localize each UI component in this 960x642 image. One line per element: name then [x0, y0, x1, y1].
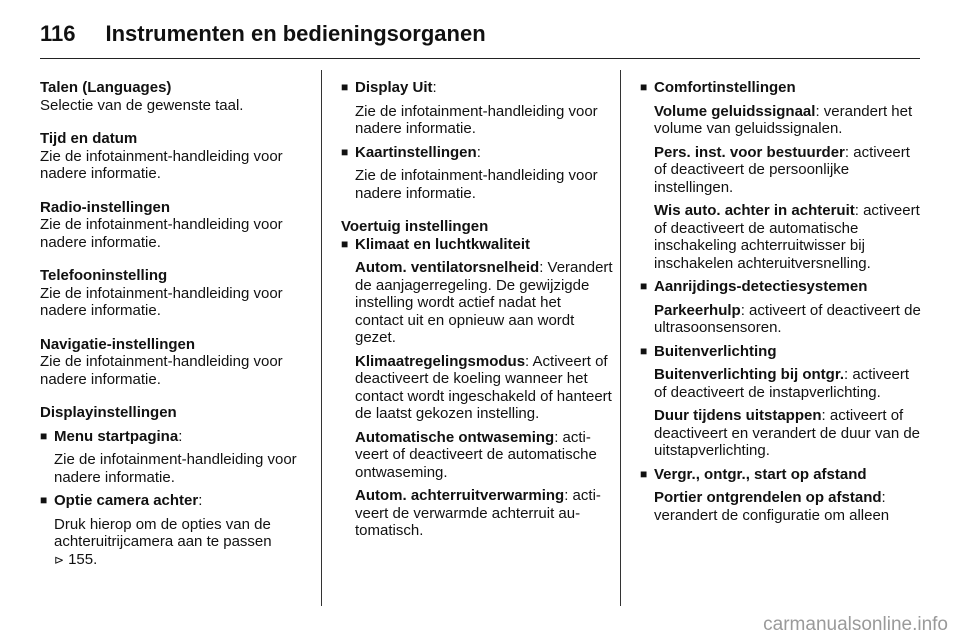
bullet-square-icon: ■ — [40, 493, 48, 507]
item-text: Klimaatregelingsmodus: Activeert of deactiveert de koeling wanneer het contact wordt ingeschakeld of hanteert de laatst gekozen instelling. — [355, 352, 612, 422]
bullet-square-icon: ■ — [640, 279, 648, 293]
section-display — [40, 404, 312, 569]
section-heading: Navigatie-instellingen — [40, 335, 196, 353]
item-text: Pers. inst. voor bestuurder: activeert of deactiveert de persoonlijke instellingen. — [654, 143, 910, 196]
column-2 — [341, 79, 613, 540]
section-navigation — [40, 336, 312, 389]
item-text: Portier ontgrendelen op afstand: verandert de configuratie om alleen — [654, 489, 890, 524]
list-item — [640, 466, 922, 484]
bullet-square-icon: ■ — [341, 144, 349, 159]
item-text: Parkeerhulp: activeert of deactiveert de ultrasoonsensoren. — [654, 301, 921, 336]
item-text: Autom. ventilatorsnelheid: Verandert de aanjagerregeling. De gewijzigde instelling wordt actief nadat het contact uit en opnieuw aan wordt gezet. — [355, 259, 613, 346]
item-text: Zie de infotainment-handleiding voor nadere informatie. — [355, 167, 598, 202]
page-reference-icon: ⊳ — [54, 552, 65, 567]
item-title: Vergr., ontgr., start op afstand — [654, 465, 867, 483]
list-item — [640, 343, 922, 361]
section-phone — [40, 267, 312, 320]
column-divider-1 — [321, 70, 322, 606]
column-1 — [40, 79, 312, 585]
section-radio — [40, 199, 312, 252]
item-text: Druk hierop om de opties van de achteruitrijcamera aan te passen ⊳ 155. — [54, 515, 272, 568]
item-text: Wis auto. achter in achteruit: activeert of deactiveert de automatische inschakeling achterruitwisser bij inschakelen achteruitversnelling. — [654, 202, 920, 272]
list-item: ■ Display Uit: — [341, 79, 437, 96]
item-title: Menu startpagina — [54, 427, 179, 445]
site-watermark: carmanualsonline.info — [763, 614, 948, 635]
section-text: Zie de infotainment-handleiding voor nadere informatie. — [40, 147, 283, 182]
section-heading: Displayinstellingen — [40, 404, 177, 421]
item-text: Zie de infotainment-handleiding voor nadere informatie. — [54, 451, 297, 486]
item-title: Aanrijdings-detectiesystemen — [654, 278, 868, 295]
item-text: Zie de infotainment-handleiding voor nadere informatie. — [355, 102, 598, 137]
item-title: Buitenverlichting — [654, 342, 777, 360]
bullet-square-icon: ■ — [341, 236, 349, 251]
page-header — [40, 14, 486, 54]
column-3 — [640, 79, 922, 524]
section-time-date — [40, 130, 312, 183]
bullet-square-icon: ■ — [640, 466, 648, 481]
bullet-square-icon: ■ — [341, 80, 349, 94]
item-title: Kaartinstellingen — [355, 143, 477, 161]
section-languages — [40, 79, 312, 114]
section-text: Zie de infotainment-handleiding voor nadere informatie. — [40, 284, 283, 319]
section-heading: Telefooninstelling — [40, 267, 168, 284]
section-heading: Radio-instellingen — [40, 198, 171, 216]
bullet-square-icon: ■ — [640, 343, 648, 358]
header-divider — [40, 58, 920, 59]
page-number: 116 — [40, 21, 76, 46]
item-text: Buitenverlichting bij ontgr.: activeert of deactiveert de instapverlichting. — [654, 366, 910, 401]
column-divider-2 — [620, 70, 621, 606]
item-text: Volume geluidssignaal: verandert het volume van geluidssignalen. — [654, 102, 913, 137]
section-heading: Talen (Languages) — [40, 79, 172, 96]
section-text: Selectie van de gewenste taal. — [40, 96, 244, 114]
section-heading: Voertuig instellingen — [341, 218, 489, 235]
list-item: ■ Menu startpagina: — [40, 427, 183, 445]
section-text: Zie de infotainment-handleiding voor nadere informatie. — [40, 216, 283, 251]
section-text: Zie de infotainment-handleiding voor nadere informatie. — [40, 353, 283, 388]
list-item: ■ Kaartinstellingen: — [341, 143, 481, 161]
section-heading: Tijd en datum — [40, 130, 138, 147]
page-reference[interactable]: 155. — [68, 550, 98, 568]
list-item — [341, 236, 613, 254]
item-title: Klimaat en luchtkwaliteit — [355, 235, 531, 253]
item-text: Autom. achterruitverwarming: activeert de verwarmde achterruit automatisch. — [355, 487, 601, 539]
list-item: ■ Optie camera achter: — [40, 492, 203, 509]
item-text: Automatische ontwaseming: activeert of deactiveert de automatische ontwaseming. — [355, 428, 597, 481]
bullet-square-icon: ■ — [40, 428, 48, 443]
item-text: Duur tijdens uitstappen: activeert of deactiveert en verandert de duur van de uitstapverlichting. — [654, 407, 921, 459]
page-title: Instrumenten en bedieningsorganen — [105, 21, 486, 46]
item-title: Optie camera achter — [54, 492, 199, 509]
item-title: Comfortinstellingen — [654, 79, 796, 96]
list-item — [640, 278, 922, 296]
bullet-square-icon: ■ — [640, 80, 648, 94]
list-item — [640, 79, 922, 97]
item-title: Display Uit — [355, 79, 433, 96]
